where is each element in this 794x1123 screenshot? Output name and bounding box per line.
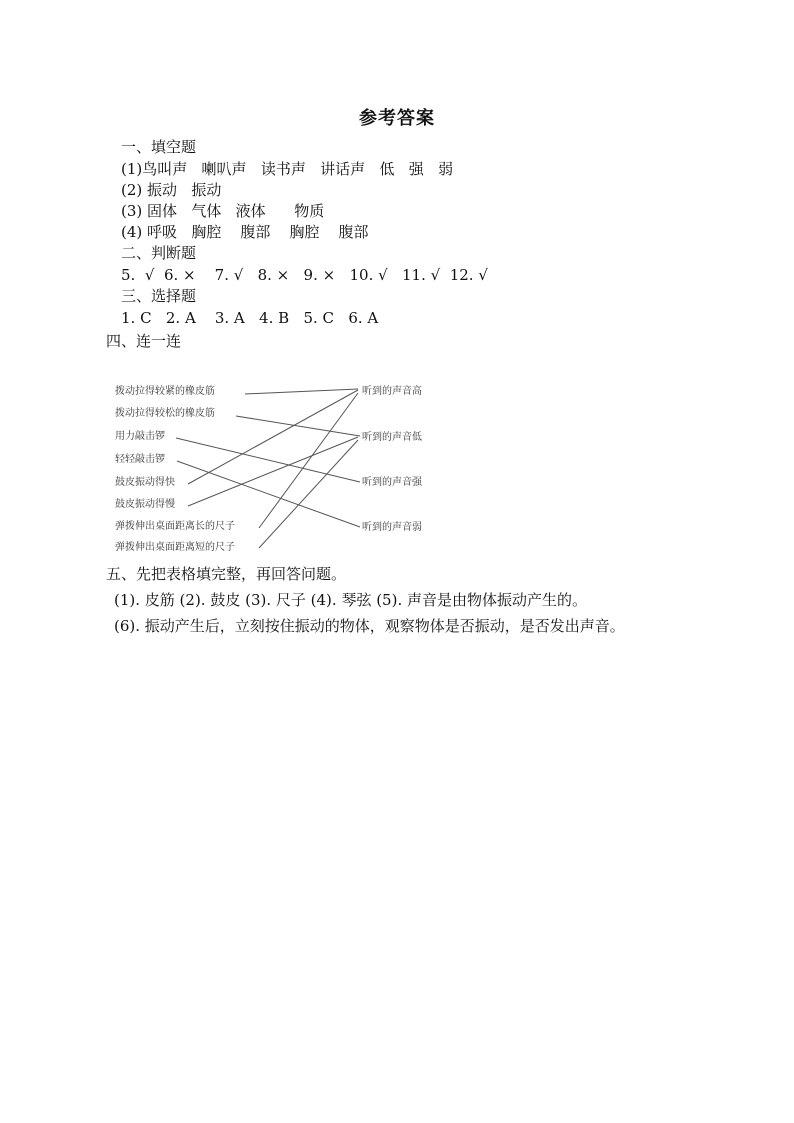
- connector-line: [177, 461, 360, 527]
- choice-answers: 1. C 2. A 3. A 4. B 5. C 6. A: [121, 309, 379, 327]
- section-2-heading: 二、判断题: [121, 244, 197, 262]
- judge-answers: 5. √ 6. × 7. √ 8. × 9. × 10. √ 11. √ 12. √: [121, 266, 488, 284]
- question-answer: (6). 振动产生后，立刻按住振动的物体，观察物体是否振动，是否发出声音。: [114, 617, 625, 635]
- fill-answer-3: (3) 固体 气体 液体 物质: [121, 202, 325, 220]
- fill-answer-2: (2) 振动 振动: [121, 181, 222, 199]
- left-item: 鼓皮振动得快: [115, 477, 175, 488]
- fill-answer-4: (4) 呼吸 胸腔 腹部 胸腔 腹部: [121, 223, 369, 241]
- matching-diagram: [108, 376, 448, 556]
- left-item: 拨动拉得较松的橡皮筋: [115, 408, 215, 419]
- section-1-heading: 一、填空题: [121, 138, 197, 156]
- right-item: 听到的声音低: [362, 432, 422, 443]
- right-items: [362, 384, 423, 533]
- right-item: 听到的声音强: [362, 477, 422, 488]
- left-item: 用力敲击锣: [115, 431, 165, 442]
- fill-answer-1: (1)鸟叫声 喇叭声 读书声 讲话声 低 强 弱: [121, 160, 454, 178]
- left-item: 轻轻敲击锣: [115, 454, 165, 465]
- section-4-heading: 四、连一连: [106, 332, 182, 350]
- left-item: 弹拨伸出桌面距离短的尺子: [115, 542, 235, 553]
- connector-line: [188, 390, 358, 484]
- connector-line: [259, 440, 358, 548]
- section-3-heading: 三、选择题: [121, 287, 197, 305]
- table-answers: (1). 皮筋 (2). 鼓皮 (3). 尺子 (4). 琴弦 (5). 声音是由物体振动产生的。: [114, 591, 587, 609]
- connector-line: [236, 416, 360, 436]
- page-title: 参考答案: [359, 108, 435, 129]
- section-5-heading: 五、先把表格填完整，再回答问题。: [106, 565, 347, 583]
- left-item: 鼓皮振动得慢: [115, 499, 175, 510]
- right-item: 听到的声音高: [362, 386, 422, 397]
- right-item: 听到的声音弱: [362, 522, 422, 533]
- connector-line: [245, 389, 358, 394]
- connector-line: [259, 393, 358, 528]
- left-item: 弹拨伸出桌面距离长的尺子: [115, 521, 235, 532]
- left-item: 拨动拉得较紧的橡皮筋: [115, 386, 215, 397]
